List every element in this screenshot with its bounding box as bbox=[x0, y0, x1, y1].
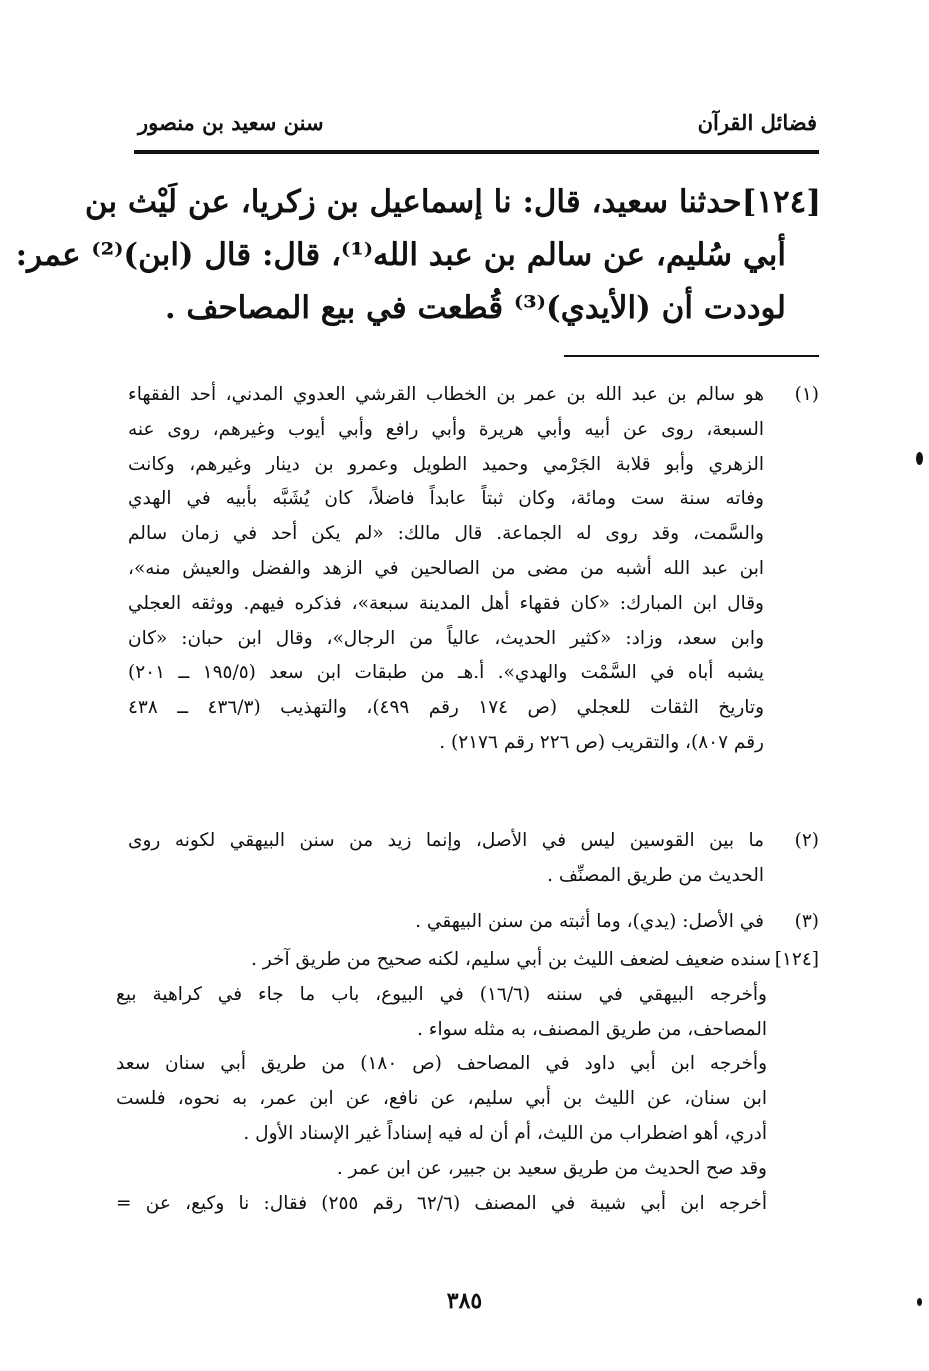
footnote-line: رقم ٨٠٧)، والتقريب (ص ٢٢٦ رقم ٢١٧٦) . bbox=[439, 731, 764, 753]
commentary-line: وقد صح الحديث من طريق سعيد بن جبير، عن ابن عمر . bbox=[336, 1157, 767, 1179]
hadith-line-3: لوددت أن (الأيدي)⁽³⁾ قُطعت في بيع المصاحف . bbox=[164, 290, 786, 326]
footnote-line: السبعة، روى عن أبيه وأبي هريرة وأبي رافع وأبي أيوب وغيرهم، روى عنه bbox=[128, 418, 764, 440]
running-header-chapter: فضائل القرآن bbox=[697, 110, 817, 135]
footnote-3 bbox=[128, 905, 819, 940]
footnote-line: هو سالم بن عبد الله بن عمر بن الخطاب القرشي العدوي المدني، أحد الفقهاء bbox=[128, 384, 764, 405]
footnote-line: يشبه أباه في السَّمْت والهدي». أ.هـ من طبقات ابن سعد (١٩٥/٥ ــ ٢٠١) bbox=[128, 662, 764, 684]
commentary-line: أدري، أهو اضطراب من الليث، أم أن له فيه إسناداً غير الإسناد الأول . bbox=[243, 1122, 767, 1144]
commentary-line: أخرجه ابن أبي شيبة في المصنف (٦٢/٦ رقم ٢٥٥) فقال: نا وكيع، عن = bbox=[116, 1192, 767, 1214]
footnote-line: ما بين القوسين ليس في الأصل، وإنما زيد من سنن البيهقي لكونه روى bbox=[128, 830, 764, 851]
footnote-line: وابن سعد، وزاد: «كثير الحديث، عالياً من الرجال»، وقال ابن حبان: «كان bbox=[128, 627, 764, 649]
hadith-line-1: [١٢٤]حدثنا سعيد، قال: نا إسماعيل بن زكريا، عن لَيْث بن bbox=[84, 184, 821, 220]
hadith-line-2: أبي سُليم، عن سالم بن عبد الله⁽¹⁾، قال: قال (ابن)⁽²⁾ عمر: bbox=[15, 237, 786, 273]
commentary-line: سنده ضعيف لضعف الليث بن أبي سليم، لكنه صحيح من طريق آخر . bbox=[251, 949, 771, 970]
footnote-1 bbox=[128, 378, 819, 761]
commentary-line: وأخرجه البيهقي في سننه (١٦/٦) في البيوع، باب ما جاء في كراهية بيع bbox=[116, 983, 767, 1005]
hadith-text bbox=[15, 176, 821, 335]
commentary-line: ابن سنان، عن الليث بن أبي سليم، عن نافع، عن ابن عمر، به نحوه، فلست bbox=[116, 1088, 767, 1110]
hadith-number: [١٢٤] bbox=[741, 184, 821, 220]
footnote-number: (٢) bbox=[794, 830, 819, 851]
footnote-number: (١) bbox=[794, 384, 819, 405]
footnote-line: والسَّمت، وقد روى له الجماعة. قال مالك: «لم يكن أحد في زمان سالم bbox=[128, 523, 764, 545]
header-rule bbox=[134, 150, 819, 154]
footnote-2 bbox=[128, 824, 819, 894]
footnote-line: في الأصل: (يدي)، وما أثبته من سنن البيهقي . bbox=[415, 911, 764, 932]
footnote-line: الحديث من طريق المصنِّف . bbox=[547, 864, 764, 886]
footnote-number: (٣) bbox=[794, 911, 819, 932]
hadith-commentary bbox=[116, 943, 819, 1221]
footnote-separator bbox=[564, 355, 819, 357]
commentary-line: المصاحف، من طريق المصنف، به مثله سواء . bbox=[417, 1018, 767, 1040]
footnote-line: وفاته سنة ست ومائة، وكان ثبتاً عابداً فاضلاً، كان يُشَبَّه بأبيه في الهدي bbox=[128, 488, 764, 510]
page-number: ٣٨٥ bbox=[446, 1288, 483, 1314]
scan-speck bbox=[917, 1298, 922, 1306]
footnote-line: ابن عبد الله أشبه من مضى من الصالحين في الزهد والفضل والعيش منه»، bbox=[128, 557, 764, 579]
commentary-line: وأخرجه ابن أبي داود في المصاحف (ص ١٨٠) من طريق أبي سنان سعد bbox=[116, 1053, 767, 1075]
footnote-line: وتاريخ الثقات للعجلي (ص ١٧٤ رقم ٤٩٩)، والتهذيب (٤٣٦/٣ ــ ٤٣٨ bbox=[128, 697, 765, 719]
scan-speck bbox=[916, 452, 923, 465]
commentary-number: [١٢٤] bbox=[774, 949, 819, 970]
footnote-line: وقال ابن المبارك: «كان فقهاء أهل المدينة سبعة»، فذكره فيهم. ووثقه العجلي bbox=[128, 592, 764, 614]
footnote-line: الزهري وأبو قلابة الجَرْمي وحميد الطويل وعمرو بن دينار وغيرهم، وكانت bbox=[128, 453, 764, 475]
running-header-book: سنن سعيد بن منصور bbox=[138, 110, 324, 135]
